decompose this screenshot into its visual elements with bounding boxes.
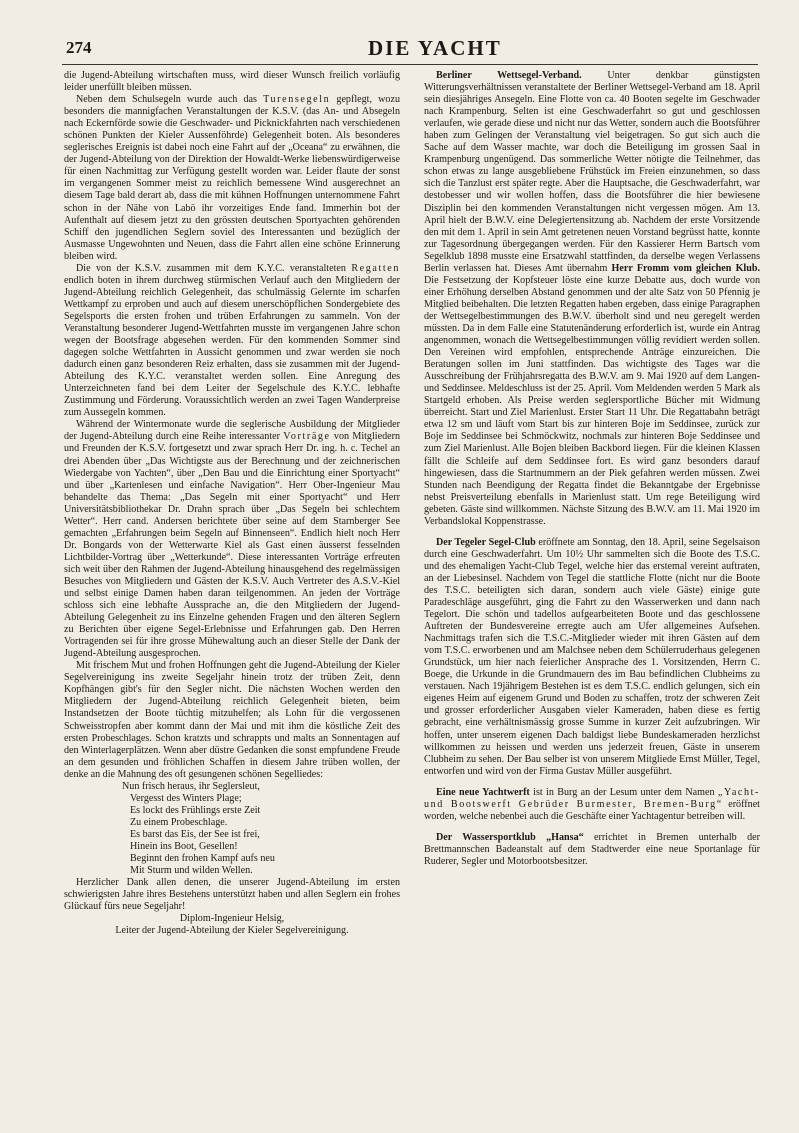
- paragraph: Mit frischem Mut und frohen Hoffnungen geht die Jugend-Abteilung der Kieler Segelvereinigung ins zweite Segeljahr hinein trotz der trüben Zeit, denn Kopfhängen gibt's für den Segler nicht. Die nächsten Wochen werden den Mitgliedern der Jugend-Abteilung reichlich Gelegenheit bieten, beim Instandsetzen der Boote tüchtig mitzuhelfen; als Lohn für die vergossenen Schweisstropfen aber kommt dann der Mai und mit ihm die köstliche Zeit des ersten Probeschlages. Schon kratzts und schrappts und malts an Sonnentagen auf den Winterlagerplätzen. Wenn aber düstre Gedanken die sonst empfundene Freude an dem gesunden und fröhlichen Schaffen in diesem Jahre trüben wollen, der denke an die Mahnung des oft gesungenen schönen Segelliedes:: [64, 660, 400, 780]
- poem-line: Nun frisch heraus, ihr Seglersleut,: [122, 780, 260, 792]
- poem-line: Hinein ins Boot, Gesellen!: [130, 841, 238, 852]
- article-heading: Der Wassersportklub „Hansa“: [436, 831, 584, 843]
- article-tegeler-segel-club: Der Tegeler Segel-Club eröffnete am Sonntag, den 18. April, seine Segelsaison durch eine Geschwaderfahrt. Um 10½ Uhr sammelten sich die Boote des T.S.C. und des ehemaligen Yacht-Club Tegel, welche hier das erstemal vereint auftraten, an der Liebesinsel. Nachdem von Tegel die stattliche Flotte (nicht nur die Boote des T.S.C. beteiligten sich daran, sondern auch viele Gäste) einige gute Paradeschläge ausgeführt, ging die Fahrt zu den Wasserwerken und dann nach Tegelort. Die schön und tadellos aufgearbeiteten Boote und das geschlossene Auftreten der Bundesvereine erregte auch am Ufer allgemeines Aufsehen. Nachmittags trafen sich die T.S.C.-Mitglieder wieder mit ihren Gästen auf dem vom T.S.C. erworbenen und am Malchsee neben dem Schülerruderhaus gelegenen Grundstück, um hier nach feierlicher Ansprache des 1. Vorsitzenden, Herrn C. Boege, die Urkunde in die Grundmauern des im Bau befindlichen Clubheims zu verstauen. Nach 19jährigem Bestehen ist es dem T.S.C. endlich gelungen, sich ein eigenes Heim auf eigenem Grund und Boden zu schaffen, trotz der schweren Zeit und grosser erforderlicher Ausgaben vieler Kameraden, haben diese es fertig gebracht, eine verhältnismässig grosse Summe in kurzer Zeit aufzubringen. Wir hoffen, unter unserem eigenen Dach baldigst liebe Bundeskameraden herzlichst willkommen zu heissen und werden uns jederzeit freuen, Gäste in unserem Clubheim zu sehen. Der Bau selber ist von unserem Mitgliede Ernst Müller, Tegel, entworfen und wird von der Firma Gustav Müller ausgeführt.: [424, 536, 760, 777]
- article-heading: Der Tegeler Segel-Club: [436, 536, 536, 548]
- signature-name: Diplom-Ingenieur Helsig,: [179, 913, 285, 925]
- paragraph: die Jugend-Abteilung wirtschaften muss, wird dieser Wunsch freilich vorläufig leider unerfüllt bleiben müssen.: [64, 70, 400, 94]
- left-column: [64, 70, 400, 1100]
- poem-line: Zu einem Probeschlage.: [130, 816, 228, 828]
- poem-line: Beginnt den frohen Kampf aufs neu: [130, 853, 275, 865]
- signature-role: Leiter der Jugend-Abteilung der Kieler Segelvereinigung.: [115, 925, 349, 937]
- poem-line: Mit Sturm und wilden Wellen.: [130, 865, 253, 877]
- paragraph: Neben dem Schulsegeln wurde auch das Turensegeln gepflegt, wozu besonders die mannigfachen Veranstaltungen der K.S.V. (das An- und Absegeln nach Eckernförde sowie die Geschwader- und Picknickfahrten nach verschiedenen schönen Punkten der Kieler Aussenföhrde) Gelegenheit boten. Als besonderes seglerisches Ereignis ist dabei noch eine Fahrt auf der „Oceana“ zu erwähnen, die der Jugend-Abteilung von der Direktion der Howaldt-Werke liebenswürdigerweise für einen Nachmittag zur Verfügung gestellt worden war. Leider flaute der sonst im vergangenen Sommer meist zu reichlich bemessene Wind ausgerechnet an diesem Tage bald derart ab, dass die mit kühnen Hoffnungen unternommene Fahrt schon in der Nähe von Labö ihr vorzeitiges Ende fand. Immerhin bot der Aufenthalt auf diesem jetzt zu den grössten deutschen Sportyachten gehörenden Schiff den jugendlichen Seglern soviel des Interessanten und bezüglich der Ausmasse Ungewohnten und Neuen, dass die Fahrt allen eine schöne Erinnerung bleiben wird.: [64, 94, 400, 262]
- bold-text: Herr Fromm vom gleichen Klub.: [611, 262, 760, 274]
- article-heading: Eine neue Yachtwerft: [436, 786, 530, 798]
- poem-line: Vergesst des Winters Plage;: [130, 792, 242, 804]
- page-number: 274: [66, 38, 92, 57]
- poem: [64, 781, 400, 877]
- article-neue-yachtwerft: Eine neue Yachtwerft ist in Burg an der Lesum unter dem Namen „Yacht- und Bootswerft Gebrüder Burmester, Bremen-Burg“ eröffnet worden, welche nebenbei auch die Geschäfte einer Yachtagentur betreiben will.: [424, 786, 760, 822]
- emphasis: „Yacht- und Bootswerft Gebrüder Burmester, Bremen-Burg“: [424, 786, 760, 810]
- article-heading: Berliner Wettsegel-Verband.: [436, 70, 582, 81]
- emphasis: Regatten: [351, 262, 400, 274]
- emphasis: Turensegeln: [263, 94, 331, 106]
- poem-line: Es barst das Eis, der See ist frei,: [130, 828, 260, 840]
- article-berliner-wettsegel-verband: Berliner Wettsegel-Verband. Unter denkbar günstigsten Witterungsverhältnissen veranstaltete der Berliner Wettsegel-Verband am 18. April sein diesjähriges Ansegeln. Eine Flotte von ca. 40 Booten segelte im Geschwader nach Krampenburg. Selten ist eine Geschwaderfahrt so gut und geschlossen verlaufen, wie gerade diese und nicht nur das Wetter, sondern auch die Bootsführer haben zum Gelingen der Veranstaltung viel beigetragen. So gut sich auch die Sache auf dem Wasser machte, war doch die Beteiligung im grossen Saal in Krampenburg ungenügend. Das sommerliche Wetter nötigte die Teilnehmer, das schon etwas zu lange ausgebliebene Frühstück im Freien einzunehmen, so dass sich die Tanzlust erst später regte. Aber die Hauptsache, die Geschwaderfahrt, war destobesser und wir wollen hoffen, dass die Bootsführer die hier bewiesene Disziplin bei den kommenden Veranstaltungen nicht vergessen mögen. Am 13. April hielt der B.W.V. eine Delegiertensitzung ab. Nachdem der erste Vorsitzende den mit dem 1. April in sein Amt getretenen neuen Vorstand begrüsst hatte, konnte zur Tagesordnung übergegangen werden. Für den Kassierer Herrn Bartsch vom Segelklub 1898 musste eine Ersatzwahl stattfinden, da derselbe wegen Verlassens Berlin verlassen hat. Dieses Amt übernahm Herr Fromm vom gleichen Klub. Die Festsetzung der Kopfsteuer löste eine kurze Debatte aus, doch wurde von einer Erhöhung derselben Abstand genommen und der alte Satz von 50 Pfennig je Mitglied beibehalten. Die letzten Regatten haben ergeben, dass einige Paragraphen der Wettsegelbestimmungen des B.W.V. überholt sind und neu geregelt werden müssten. Da in dem Falle eine Statutenänderung erforderlich ist, wurde ein Antrag angenommen, wonach die Wettsegelbestimmungen völlig revidiert werden sollen. Den Vereinen wird empfohlen, entsprechende Anträge einzureichen. Die Beratungen sollen im Juni stattfinden. Das wichtigste des Tages war die Ausschreibung der Frühjahrsregatta des B.W.V. am 9. Mai 1920 auf dem Langen- und Seddinsee. Meldeschluss ist der 25. April. Vom Meldenden werden 5 Mark als Startgeld erhoben. Als Preise werden seglersportliche Bücher mit Widmung überreicht. Start und Ziel Marienlust. Erster Start 11 Uhr. Die Regattabahn beträgt etwa 12 sm und läuft vom Start bis zur hinteren Boje im Seddinsee, zurück zur Boje im Seddinsee bei Schmöckwitz, nochmals zur hinteren Boje Seddinsee und zum Ziel Marienlust. Alle Bojen bleiben Backbord liegen. Für die kleinen Klassen fällt die Schleife auf dem Seddinsee fort. Es wird ganz besonders darauf hingewiesen, dass die Startnummern an der Piek gefahren werden müssen. Zwei Stunden nach Beendigung der Regatta findet die Bekanntgabe der Ergebnisse nebst Preisverteilung ebenfalls in Marienlust statt. Um rege Beteiligung wird gebeten. Gäste sind willkommen. Nächste Sitzung des B.W.V. am 11. Mai 1920 im Verbandslokal Koppenstrasse.: [424, 70, 760, 527]
- emphasis: Vorträge: [283, 431, 331, 443]
- poem-line: Es lockt des Frühlings erste Zeit: [130, 804, 261, 816]
- paragraph: Während der Wintermonate wurde die seglerische Ausbildung der Mitglieder der Jugend-Abteilung durch eine Reihe interessanter Vorträge von Mitgliedern und Freunden der K.S.V. fortgesetzt und zwar sprach Herr Dr. ing. h. c. Techel an drei Abenden über „Das Wichtigste aus der Berechnung und der zeichnerischen Wiedergabe von Yachten“, über „Den Bau und die Einrichtung einer Sportyacht“ und über „Kartenlesen und einfache Navigation“. Herr Ober-Ingenieur Mau behandelte das Thema: „Das Segeln mit einer Sportyacht“ und Herr Universitätsbibliothekar Dr. Drahn sprach über „Das Segeln bei schlechtem Wetter“. Herr cand. Andersen berichtete über seine auf dem Starnberger See gemachten „Erfahrungen beim Segeln auf Binnenseen“. Endlich hielt noch Herr Dr. Bongards von der Wetterwarte Kiel als Gast einen äusserst fesselnden Lichtbilder-Vortrag über „Wetterkunde“. Diese interessanten Vorträge erfreuten sich weit über den Rahmen der Jugend-Abteilung hinausgehend des regelmässigen Besuches von Mitgliedern und Gästen der K.S.V. Auch Vertreter des A.S.V.-Kiel und selbst einige Damen haben daran teilgenommen. An jeden der Vorträge schloss sich eine lebhafte Aussprache an, die den Mitgliedern der Jugend-Abteilung Gelegenheit zu ins Einzelne gehenden Fragen und den älteren Seglern zu Berichten über eigene Segel-Erlebnisse und Erfahrungen gab. Den Herren Vortragenden sei für ihre grosse Mühewaltung auch an dieser Stelle der Dank der Jugend-Abteilung ausgesprochen.: [64, 419, 400, 660]
- paragraph: Die von der K.S.V. zusammen mit dem K.Y.C. veranstalteten Regatten endlich boten in ihrem durchweg stürmischen Verlauf auch den Mitgliedern der Jugend-Abteilung reichlich Gelegenheit, das schulmässig Gelernte im scharfen Wettkampf zu erproben und auch auf diesem unerschöpflichen Sondergebiete des Segelsports die ersten frohen und trüben Erfahrungen zu sammeln. Von der Veranstaltung besonderer Jugend-Wettfahrten musste im vergangenen Jahre schon wegen der Bootsfrage abgesehen werden. Für den kommenden Sommer sind dagegen solche Wettfahrten in Aussicht genommen und zwar werden sie noch dadurch einen ganz besonderen Reiz erhalten, dass sie zusammen mit der Jugend-Abteilung des K.Y.C. veranstaltet werden sollen. Eine Anregung des Unterzeichneten fand bei dem Leiter der Segelschule des K.Y.C. lebhafte Zustimmung und Förderung. Voraussichtlich werden an zwei Tagen Wanderpreise zum Aussegeln kommen.: [64, 262, 400, 419]
- running-title: DIE YACHT: [368, 36, 502, 60]
- right-column: [424, 70, 760, 1100]
- header-rule: [62, 64, 758, 65]
- article-wassersportklub-hansa: Der Wassersportklub „Hansa“ errichtet in Bremen unterhalb der Brettmannschen Badeanstalt auf dem Stadtwerder eine neue Sportanlage für Ruderer, Segler und Motorbootsbesitzer.: [424, 831, 760, 867]
- paragraph: Herzlicher Dank allen denen, die unserer Jugend-Abteilung im ersten schwierigsten Jahre ihres Bestehens unterstützt haben und allen Seglern ein frohes Glückauf fürs neue Segeljahr!: [64, 877, 400, 913]
